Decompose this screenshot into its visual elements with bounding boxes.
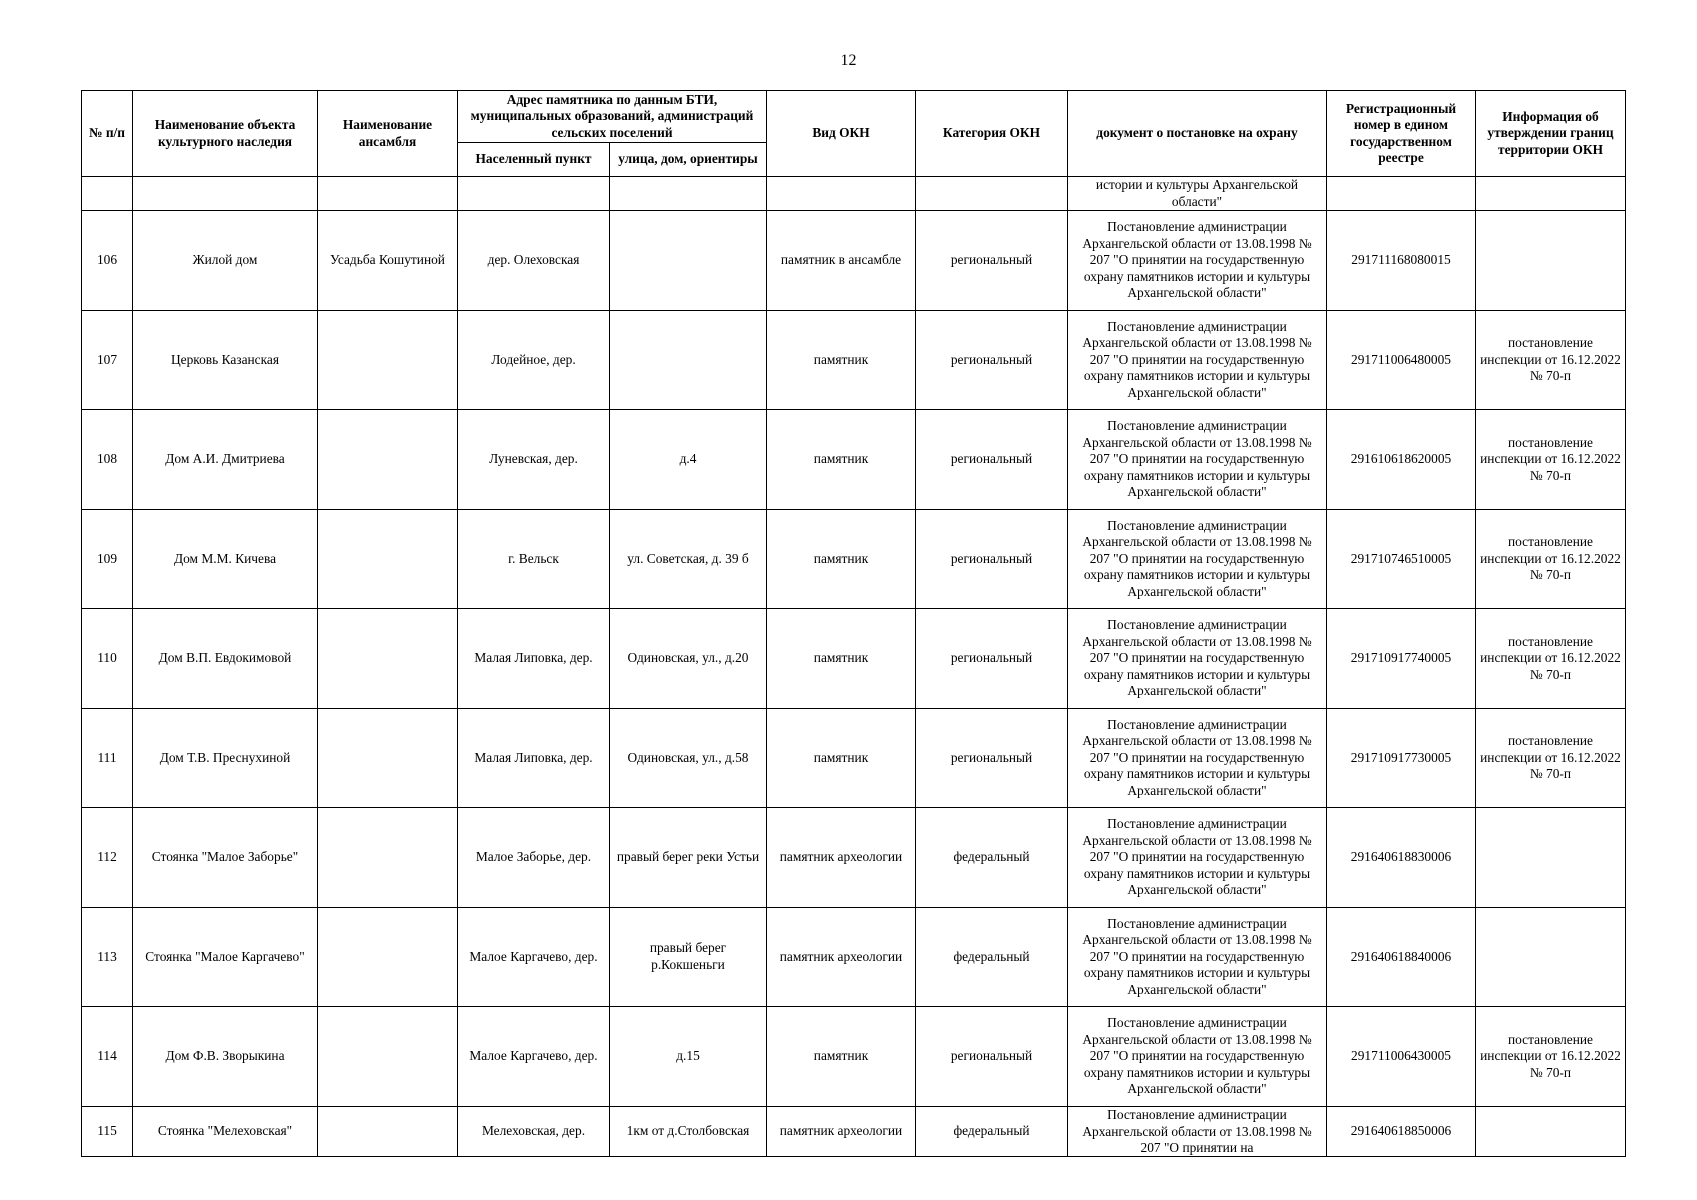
cell-name: Стоянка "Малое Заборье" — [133, 808, 318, 908]
cell-category: региональный — [916, 708, 1068, 808]
cell-num: 111 — [82, 708, 133, 808]
cell-locality: Луневская, дер. — [458, 410, 610, 510]
header-num: № п/п — [82, 91, 133, 177]
table-row — [82, 808, 1626, 908]
header-reg-number: Регистрационный номер в едином государственном реестре — [1327, 91, 1476, 177]
cell-reg-number: 291640618830006 — [1327, 808, 1476, 908]
cell-borders: постановление инспекции от 16.12.2022 № 70-п — [1476, 609, 1626, 709]
cell-type: памятник — [767, 1007, 916, 1107]
cell-borders — [1476, 1106, 1626, 1156]
cell-name: Дом М.М. Кичева — [133, 509, 318, 609]
cell-name: Стоянка "Мелеховская" — [133, 1106, 318, 1156]
cell-ensemble — [318, 609, 458, 709]
cell-borders — [1476, 907, 1626, 1007]
cell-type: памятник — [767, 410, 916, 510]
cell-street: д.4 — [610, 410, 767, 510]
cell-category: региональный — [916, 1007, 1068, 1107]
cell-locality: Малое Заборье, дер. — [458, 808, 610, 908]
cell-type — [767, 177, 916, 211]
cell-locality: Малое Каргачево, дер. — [458, 907, 610, 1007]
cell-reg-number: 291640618850006 — [1327, 1106, 1476, 1156]
cell-num: 109 — [82, 509, 133, 609]
cell-ensemble — [318, 410, 458, 510]
cell-ensemble — [318, 1007, 458, 1107]
cell-document: Постановление администрации Архангельской области от 13.08.1998 № 207 "О принятии на государственную охрану памятников истории и культуры Архангельской области" — [1068, 808, 1327, 908]
table-body — [82, 177, 1626, 1157]
cell-type: памятник археологии — [767, 907, 916, 1007]
cell-borders: постановление инспекции от 16.12.2022 № 70-п — [1476, 509, 1626, 609]
header-type: Вид ОКН — [767, 91, 916, 177]
cell-type: памятник археологии — [767, 808, 916, 908]
cell-name: Стоянка "Малое Каргачево" — [133, 907, 318, 1007]
table-row-last — [82, 1106, 1626, 1156]
cell-street: д.15 — [610, 1007, 767, 1107]
cell-borders: постановление инспекции от 16.12.2022 № 70-п — [1476, 708, 1626, 808]
cell-locality: дер. Олеховская — [458, 211, 610, 311]
cell-category: региональный — [916, 410, 1068, 510]
cell-borders — [1476, 808, 1626, 908]
cell-num: 114 — [82, 1007, 133, 1107]
cell-document-text: Постановление администрации Архангельской области от 13.08.1998 № 207 "О принятии на — [1082, 1107, 1312, 1155]
header-category: Категория ОКН — [916, 91, 1068, 177]
table-row-continued — [82, 177, 1626, 211]
cell-street: ул. Советская, д. 39 б — [610, 509, 767, 609]
cell-category — [916, 177, 1068, 211]
cell-ensemble — [318, 310, 458, 410]
cell-num: 106 — [82, 211, 133, 311]
cell-locality: Малая Липовка, дер. — [458, 609, 610, 709]
cell-type: памятник в ансамбле — [767, 211, 916, 311]
cell-num: 112 — [82, 808, 133, 908]
cell-category: региональный — [916, 509, 1068, 609]
cell-ensemble — [318, 808, 458, 908]
table-header — [82, 91, 1626, 177]
cell-num: 107 — [82, 310, 133, 410]
cell-name — [133, 177, 318, 211]
cell-ensemble — [318, 1106, 458, 1156]
cell-document: Постановление администрации Архангельской области от 13.08.1998 № 207 "О принятии на государственную охрану памятников истории и культуры Архангельской области" — [1068, 1007, 1327, 1107]
cell-type: памятник — [767, 609, 916, 709]
cell-type: памятник — [767, 310, 916, 410]
cell-street: Одиновская, ул., д.58 — [610, 708, 767, 808]
cell-street: правый берег реки Устьи — [610, 808, 767, 908]
cell-street — [610, 211, 767, 311]
cell-category: региональный — [916, 310, 1068, 410]
cell-name: Дом Т.В. Преснухиной — [133, 708, 318, 808]
cell-document — [1068, 177, 1327, 211]
cell-reg-number: 291610618620005 — [1327, 410, 1476, 510]
table-row — [82, 708, 1626, 808]
cell-name: Дом В.П. Евдокимовой — [133, 609, 318, 709]
cell-ensemble — [318, 907, 458, 1007]
table-row — [82, 310, 1626, 410]
header-street: улица, дом, ориентиры — [610, 143, 767, 177]
cell-category: федеральный — [916, 907, 1068, 1007]
cell-num — [82, 177, 133, 211]
cell-street: Одиновская, ул., д.20 — [610, 609, 767, 709]
cell-street: правый берег р.Кокшеньги — [610, 907, 767, 1007]
cell-num: 115 — [82, 1106, 133, 1156]
table-row — [82, 609, 1626, 709]
cell-name: Жилой дом — [133, 211, 318, 311]
header-address-group: Адрес памятника по данным БТИ, муниципальных образований, администраций сельских поселений — [458, 91, 767, 143]
cell-borders — [1476, 177, 1626, 211]
cell-document: Постановление администрации Архангельской области от 13.08.1998 № 207 "О принятии на государственную охрану памятников истории и культуры Архангельской области" — [1068, 310, 1327, 410]
cell-num: 110 — [82, 609, 133, 709]
cell-ensemble — [318, 177, 458, 211]
table-row — [82, 211, 1626, 311]
cell-category: региональный — [916, 609, 1068, 709]
cell-ensemble: Усадьба Кошутиной — [318, 211, 458, 311]
cell-reg-number: 291710746510005 — [1327, 509, 1476, 609]
cell-category: региональный — [916, 211, 1068, 311]
cell-document: Постановление администрации Архангельской области от 13.08.1998 № 207 "О принятии на государственную охрану памятников истории и культуры Архангельской области" — [1068, 211, 1327, 311]
cell-name: Дом Ф.В. Зворыкина — [133, 1007, 318, 1107]
cell-type: памятник археологии — [767, 1106, 916, 1156]
cell-document: Постановление администрации Архангельской области от 13.08.1998 № 207 "О принятии на государственную охрану памятников истории и культуры Архангельской области" — [1068, 708, 1327, 808]
cell-borders: постановление инспекции от 16.12.2022 № 70-п — [1476, 410, 1626, 510]
cell-document-text: истории и культуры Архангельской области" — [1095, 177, 1299, 209]
header-ensemble: Наименование ансамбля — [318, 91, 458, 177]
cell-name: Дом А.И. Дмитриева — [133, 410, 318, 510]
cell-street — [610, 310, 767, 410]
cell-locality: Лодейное, дер. — [458, 310, 610, 410]
cell-street — [610, 177, 767, 211]
cell-street: 1км от д.Столбовская — [610, 1106, 767, 1156]
cell-document — [1068, 1106, 1327, 1156]
cell-name: Церковь Казанская — [133, 310, 318, 410]
cell-reg-number: 291710917740005 — [1327, 609, 1476, 709]
cell-document: Постановление администрации Архангельской области от 13.08.1998 № 207 "О принятии на государственную охрану памятников истории и культуры Архангельской области" — [1068, 410, 1327, 510]
okn-registry-table — [81, 90, 1626, 1157]
cell-locality: г. Вельск — [458, 509, 610, 609]
cell-num: 108 — [82, 410, 133, 510]
cell-locality — [458, 177, 610, 211]
cell-borders: постановление инспекции от 16.12.2022 № 70-п — [1476, 1007, 1626, 1107]
cell-locality: Мелеховская, дер. — [458, 1106, 610, 1156]
cell-reg-number: 291711006480005 — [1327, 310, 1476, 410]
cell-reg-number: 291711006430005 — [1327, 1007, 1476, 1107]
cell-reg-number: 291640618840006 — [1327, 907, 1476, 1007]
cell-type: памятник — [767, 509, 916, 609]
cell-type: памятник — [767, 708, 916, 808]
table-row — [82, 1007, 1626, 1107]
cell-category: федеральный — [916, 808, 1068, 908]
header-document: документ о постановке на охрану — [1068, 91, 1327, 177]
table-row — [82, 509, 1626, 609]
table-row — [82, 907, 1626, 1007]
cell-locality: Малая Липовка, дер. — [458, 708, 610, 808]
cell-reg-number: 291711168080015 — [1327, 211, 1476, 311]
cell-ensemble — [318, 509, 458, 609]
cell-reg-number: 291710917730005 — [1327, 708, 1476, 808]
page-number: 12 — [840, 52, 857, 69]
cell-borders — [1476, 211, 1626, 311]
cell-locality: Малое Каргачево, дер. — [458, 1007, 610, 1107]
cell-document: Постановление администрации Архангельской области от 13.08.1998 № 207 "О принятии на государственную охрану памятников истории и культуры Архангельской области" — [1068, 907, 1327, 1007]
cell-num: 113 — [82, 907, 133, 1007]
cell-document: Постановление администрации Архангельской области от 13.08.1998 № 207 "О принятии на государственную охрану памятников истории и культуры Архангельской области" — [1068, 609, 1327, 709]
cell-document: Постановление администрации Архангельской области от 13.08.1998 № 207 "О принятии на государственную охрану памятников истории и культуры Архангельской области" — [1068, 509, 1327, 609]
cell-borders: постановление инспекции от 16.12.2022 № 70-п — [1476, 310, 1626, 410]
header-locality: Населенный пункт — [458, 143, 610, 177]
table-row — [82, 410, 1626, 510]
cell-ensemble — [318, 708, 458, 808]
header-borders: Информация об утверждении границ территории ОКН — [1476, 91, 1626, 177]
header-name: Наименование объекта культурного наследия — [133, 91, 318, 177]
cell-reg-number — [1327, 177, 1476, 211]
cell-category: федеральный — [916, 1106, 1068, 1156]
